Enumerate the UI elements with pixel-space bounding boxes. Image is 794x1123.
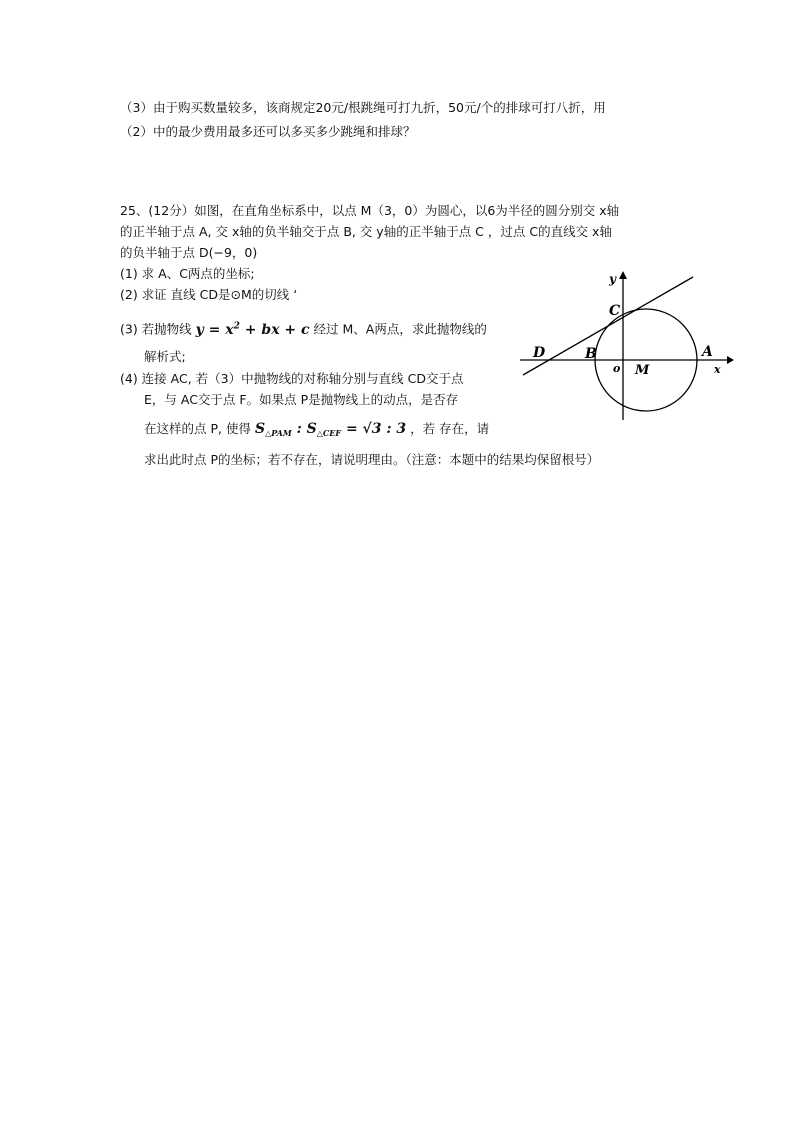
label-c: C [609, 303, 621, 319]
label-m: M [635, 363, 650, 378]
q25-part3-line2: 解析式; [144, 349, 186, 364]
label-d: D [533, 345, 546, 361]
q25-part3-pre: (3) 若抛物线 [120, 321, 192, 337]
coordinate-figure [515, 265, 735, 425]
label-b: B [585, 346, 597, 362]
q25-part3 [120, 318, 487, 338]
q25-part1: (1) 求 A、C两点的坐标; [120, 266, 255, 281]
q25-part4-line4: 求出此时点 P的坐标；若不存在，请说明理由。（注意：本题中的结果均保留根号） [144, 452, 600, 467]
q24-part3-line1: （3）由于购买数量较多，该商规定20元/根跳绳可打九折，50元/个的排球可打八折，用 [120, 100, 606, 115]
q25-part3-post: 经过 M、A两点，求此抛物线的 [313, 321, 487, 337]
q24-part3-line2: （2）中的最少费用最多还可以多买多少跳绳和排球？ [120, 124, 416, 139]
q25-part4-line1: (4) 连接 AC, 若（3）中抛物线的对称轴分别与直线 CD交于点 [120, 371, 464, 386]
parabola-formula: $y = x^2$ + bx + c [195, 321, 310, 338]
q25-part4-pre: 在这样的点 P, 使得 [144, 421, 251, 436]
q25-part4-line2: E，与 AC交于点 F。如果点 P是抛物线上的动点，是否存 [144, 392, 459, 407]
q25-stem-line1: 25、(12分）如图，在直角坐标系中，以点 M（3，0）为圆心，以6为半径的圆分别交 x轴 [120, 203, 620, 218]
q25-part2: (2) 求证 直线 CD是⊙M的切线 ‘ [120, 287, 298, 302]
q25-stem-line3: 的负半轴于点 D(−9，0) [120, 245, 258, 260]
q25-part4-post: ，若 存在，请 [410, 421, 490, 436]
q25-part4-line3 [144, 421, 489, 441]
y-axis-arrow [619, 271, 627, 279]
label-x: x [714, 363, 721, 376]
q25-stem-line2: 的正半轴于点 A, 交 x轴的负半轴交于点 B, 交 y轴的正半轴于点 C ，过点 C的直线交 x轴 [120, 224, 612, 239]
label-a: A [702, 344, 713, 360]
label-o: o [613, 362, 621, 375]
label-y: y [609, 272, 616, 286]
area-ratio-formula: $S_{\triangle PAM}$ : $S_{\triangle CEF} = √3$ : 3 [254, 421, 407, 438]
x-axis-arrow [727, 356, 734, 364]
